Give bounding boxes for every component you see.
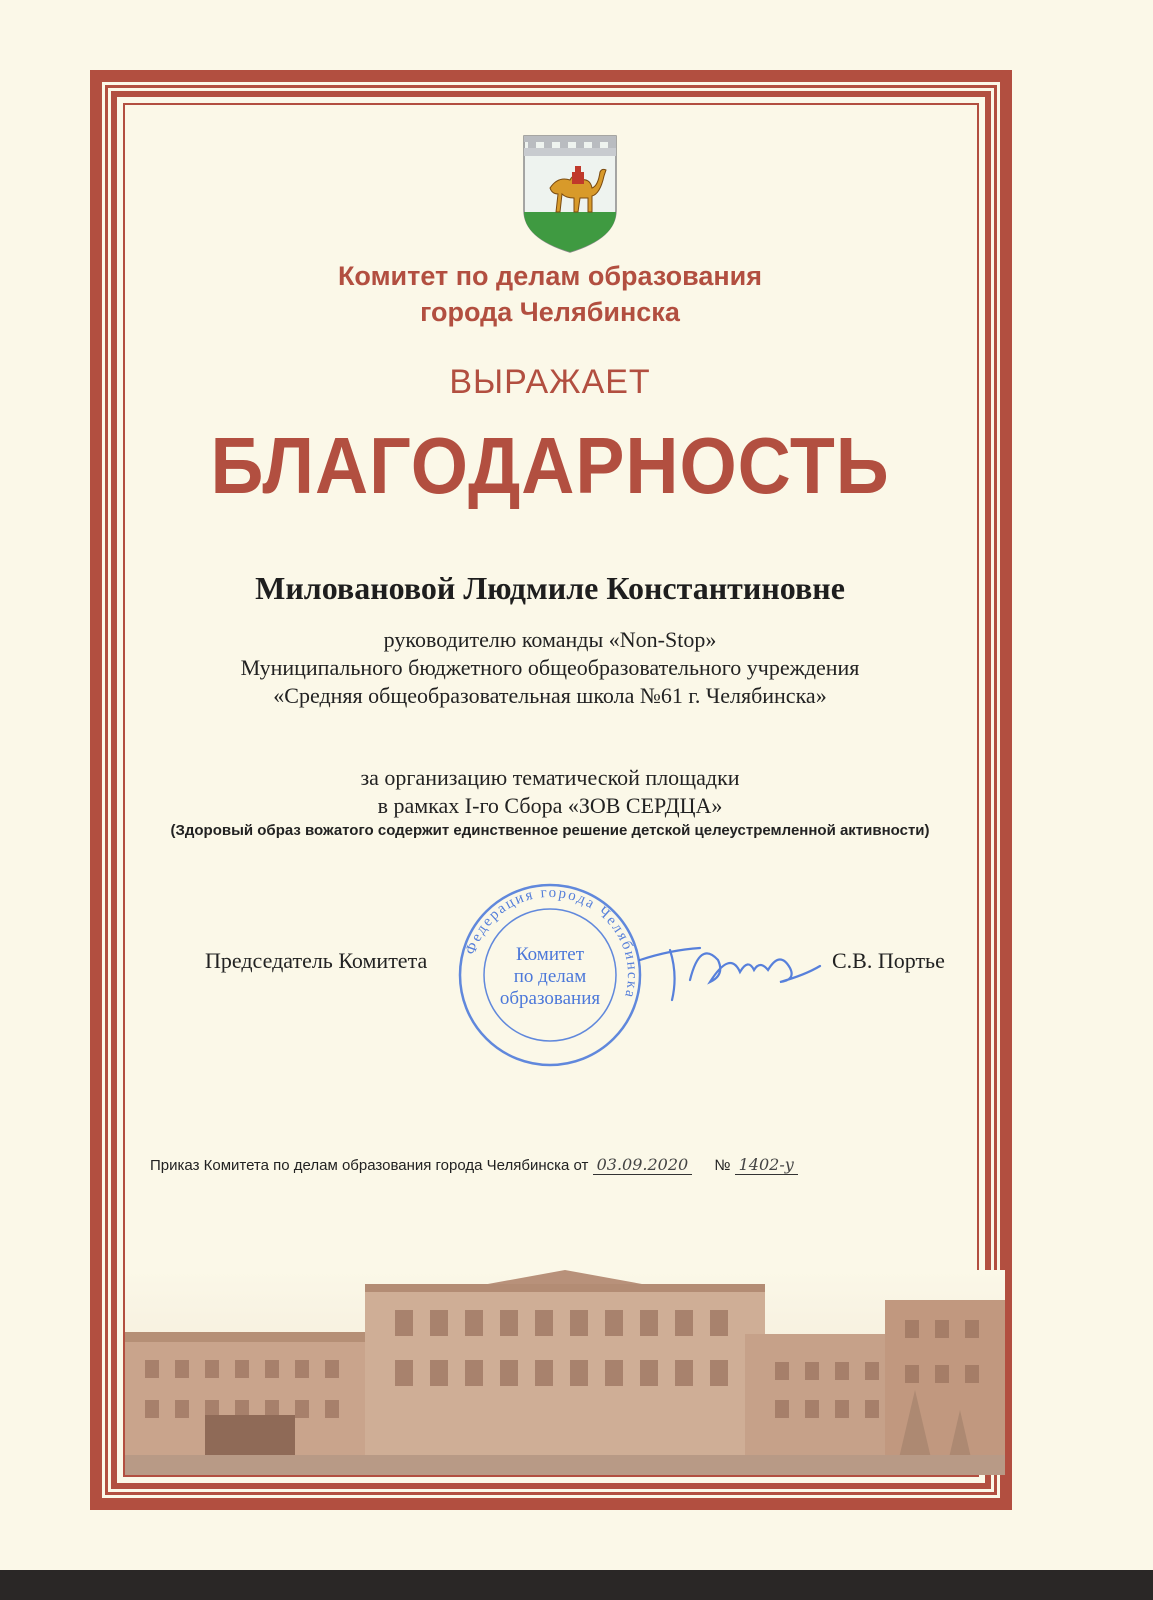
school-building-image: [125, 1270, 1005, 1475]
signatory-name: С.В. Портье: [832, 948, 945, 973]
award-reason: [110, 764, 990, 820]
stamp-center-line-1: Комитет: [515, 944, 585, 965]
issuer-title: [110, 258, 990, 330]
order-date: 03.09.2020: [593, 1155, 693, 1175]
acronym-explanation: (Здоровый образ вожатого содержит единственное решение детской целеустремленной активности): [170, 822, 930, 839]
signatory-position: Председатель Комитета: [205, 948, 428, 973]
order-number-label: №: [714, 1157, 731, 1174]
gratitude-heading: БЛАГОДАРНОСТЬ: [210, 421, 890, 510]
city-coat-of-arms-icon: [520, 132, 620, 254]
recipient-institution: Муниципального бюджетного общеобразовательного учреждения: [240, 655, 860, 680]
order-number: 1402-у: [735, 1155, 798, 1175]
expresses-heading: ВЫРАЖАЕТ: [449, 363, 651, 401]
stamp-center-line-3: образования: [499, 988, 601, 1009]
issuer-line-1: Комитет по делам образования: [337, 261, 763, 291]
recipient-school: «Средняя общеобразовательная школа №61 г. Челябинска»: [273, 683, 827, 708]
recipient-name: Миловановой Людмиле Константиновне: [255, 570, 845, 606]
issuer-line-2: города Челябинска: [420, 297, 680, 327]
official-stamp: [450, 880, 650, 1070]
order-reference: [150, 1155, 798, 1175]
recipient-details: [110, 626, 990, 710]
handwritten-signature: [630, 920, 830, 1010]
scan-edge: [0, 1570, 1153, 1600]
stamp-center-line-2: по делам: [513, 966, 587, 987]
reason-line-1: за организацию тематической площадки: [360, 765, 740, 790]
stamp-ring-text: Федерация города Челябинска: [462, 884, 641, 1001]
reason-line-2: в рамках I-го Сбора «ЗОВ СЕРДЦА»: [377, 793, 723, 818]
recipient-role: руководителю команды «Non-Stop»: [383, 627, 717, 652]
order-prefix: Приказ Комитета по делам образования города Челябинска от: [150, 1157, 589, 1174]
